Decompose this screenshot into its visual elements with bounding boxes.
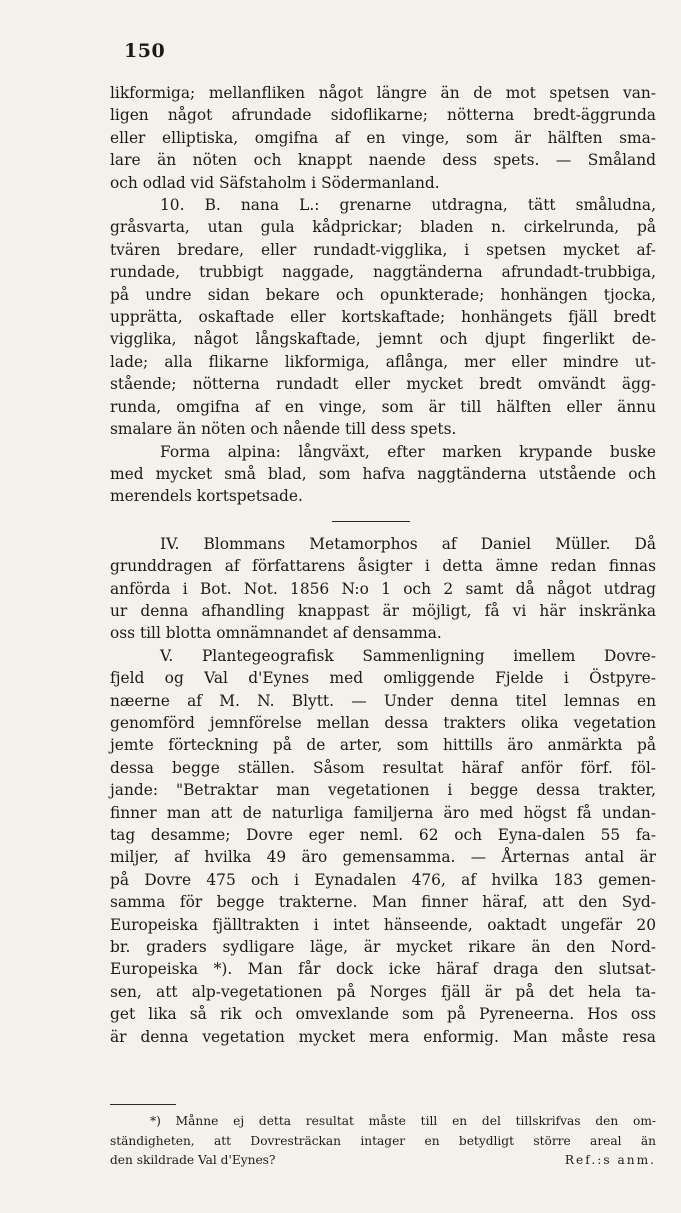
footnote-line: *) Månne ej detta resultat måste till en del tillskrifvas den om- <box>150 1114 656 1128</box>
text-line: ur denna afhandling knappast är möjligt, få vi här inskränka <box>110 601 656 620</box>
text-line: finner man att de naturliga familjerna äro med högst få undan- <box>110 803 656 822</box>
text-line: smalare än nöten och nående till dess spets. <box>110 420 457 439</box>
text-line: oss till blotta omnämnandet af densamma. <box>110 624 442 643</box>
text-line: samma för begge trakterne. Man finner häraf, att den Syd- <box>110 893 656 912</box>
text-line: næerne af M. N. Blytt. — Under denna titel lemnas en <box>110 691 656 710</box>
text-line: eller elliptiska, omgifna af en vinge, som är hälften sma- <box>110 128 656 147</box>
text-line: vigglika, något långskaftade, jemnt och djupt fingerlikt de- <box>110 330 656 349</box>
text-line: anförda i Bot. Not. 1856 N:o 1 och 2 samt då något utdrag <box>110 579 656 598</box>
text-line: genomförd jemnförelse mellan dessa trakters olika vegetation <box>110 713 656 732</box>
text-line: rundade, trubbigt naggade, naggtänderna afrundadt-trubbiga, <box>110 263 656 282</box>
text-line: Europeiska *). Man får dock icke häraf draga den slutsat- <box>110 960 656 979</box>
text-line: jande: "Betraktar man vegetationen i begge dessa trakter, <box>110 781 656 800</box>
footnote-rule <box>110 1104 176 1105</box>
text-line: ligen något afrundade sidoflikarne; nötterna bredt-äggrunda <box>110 106 656 125</box>
text-line: Europeiska fjälltrakten i intet hänseende, oaktadt ungefär 20 <box>110 915 656 934</box>
text-line: med mycket små blad, som hafva naggtänderna utstående och <box>110 464 656 483</box>
text-line: på Dovre 475 och i Eynadalen 476, af hvilka 183 gemen- <box>110 870 656 889</box>
text-line: tag desamme; Dovre eger neml. 62 och Eyna-dalen 55 fa- <box>110 826 656 844</box>
text-line: är denna vegetation mycket mera enformig. Man måste resa <box>110 1027 656 1046</box>
text-line: merendels kortspetsade. <box>110 487 303 506</box>
text-line: gråsvarta, utan gula kådprickar; bladen n. cirkelrunda, på <box>110 218 656 237</box>
section-iv-heading: IV. Blommans Metamorphos af Daniel Müller. Då <box>160 534 656 553</box>
section-v-heading: V. Plantegeografisk Sammenligning imellem Dovre- <box>160 646 656 665</box>
text-line: miljer, af hvilka 49 äro gemensamma. — Årternas antal är <box>110 848 656 867</box>
footnote-line: den skildrade Val d'Eynes? <box>110 1153 276 1167</box>
text-line: upprätta, oskaftade eller kortskaftade; honhängets fjäll bredt <box>110 308 656 327</box>
text-line: stående; nötterna rundadt eller mycket bredt omvändt ägg- <box>110 375 656 394</box>
species-entry-heading: 10. B. nana L.: grenarne utdragna, tätt småludna, <box>160 196 656 215</box>
section-divider <box>332 521 410 522</box>
text-line: br. graders sydligare läge, är mycket rikare än den Nord- <box>110 938 656 957</box>
footnote-line: ständigheten, att Dovresträckan intager en betydligt större areal än <box>110 1133 656 1148</box>
text-line: lare än nöten och knappt naende dess spets. — Småland <box>110 151 656 170</box>
page-number: 150 <box>124 40 166 62</box>
text-line: get lika så rik och omvexlande som på Pyreneerna. Hos oss <box>110 1005 656 1024</box>
text-line: jemte förteckning på de arter, som hittills äro anmärkta på <box>110 736 656 755</box>
text-line: grunddragen af författarens åsigter i detta ämne redan finnas <box>110 557 656 576</box>
text-line: likformiga; mellanfliken något längre än de mot spetsen van- <box>110 84 656 102</box>
text-line: sen, att alp-vegetationen på Norges fjäll är på det hela ta- <box>110 982 656 1001</box>
text-line: dessa begge ställen. Såsom resultat häraf anför förf. föl- <box>110 758 656 777</box>
text-line: och odlad vid Säfstaholm i Södermanland. <box>110 173 440 192</box>
text-line: runda, omgifna af en vinge, som är till hälften eller ännu <box>110 397 656 416</box>
text-line: på undre sidan bekare och opunkterade; honhängen tjocka, <box>110 285 656 304</box>
footnote <box>110 1112 656 1171</box>
forma-heading: Forma alpina: långväxt, efter marken krypande buske <box>160 442 656 461</box>
text-line: lade; alla flikarne likformiga, aflånga, mer eller mindre ut- <box>110 352 656 371</box>
text-line: fjeld og Val d'Eynes med omliggende Fjelde i Östpyre- <box>110 669 656 688</box>
footnote-last-line <box>110 1151 656 1171</box>
footnote-signature: Ref.:s anm. <box>564 1153 656 1167</box>
body-text <box>110 82 656 1048</box>
text-line: tvären bredare, eller rundadt-vigglika, i spetsen mycket af- <box>110 240 656 259</box>
